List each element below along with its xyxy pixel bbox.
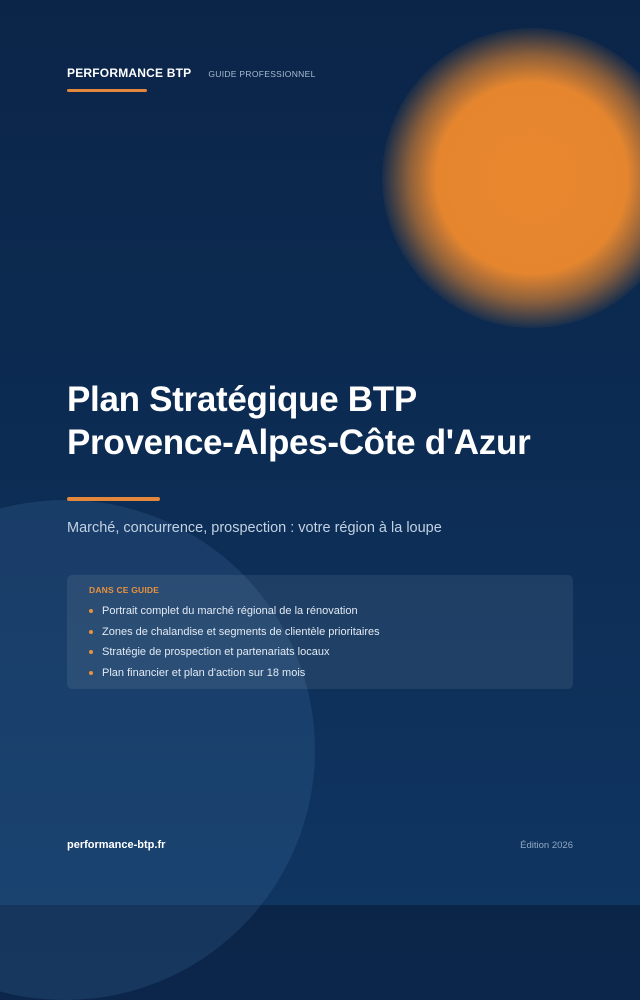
list-item-text: Portrait complet du marché régional de la rénovation: [102, 605, 358, 618]
header-accent-rule: [67, 89, 147, 92]
brand-name: PERFORMANCE BTP: [67, 66, 192, 80]
list-item: [89, 663, 551, 684]
title-line-1: Plan Stratégique BTP: [67, 380, 417, 419]
list-item-text: Plan financier et plan d'action sur 18 mois: [102, 666, 306, 679]
guide-summary-box: [67, 575, 573, 689]
header: [67, 66, 316, 80]
bullet-dot-icon: [89, 650, 93, 654]
page-title: [67, 378, 530, 464]
bullet-dot-icon: [89, 609, 93, 613]
list-item: [89, 642, 551, 663]
title-accent-rule: [67, 497, 160, 501]
list-item-text: Stratégie de prospection et partenariats locaux: [102, 646, 330, 659]
orange-glow-decoration: [382, 28, 640, 328]
guide-heading: DANS CE GUIDE: [89, 585, 160, 595]
list-item: [89, 601, 551, 622]
brand-tagline: GUIDE PROFESSIONNEL: [208, 69, 316, 79]
page-subtitle: Marché, concurrence, prospection : votre région à la loupe: [67, 520, 442, 536]
footer-website: performance-btp.fr: [67, 839, 166, 851]
guide-list: [89, 601, 551, 683]
title-line-2: Provence-Alpes-Côte d'Azur: [67, 423, 531, 462]
bullet-dot-icon: [89, 630, 93, 634]
list-item: [89, 622, 551, 643]
bullet-dot-icon: [89, 671, 93, 675]
footer-edition: Édition 2026: [520, 840, 573, 851]
list-item-text: Zones de chalandise et segments de clientèle prioritaires: [102, 625, 380, 638]
